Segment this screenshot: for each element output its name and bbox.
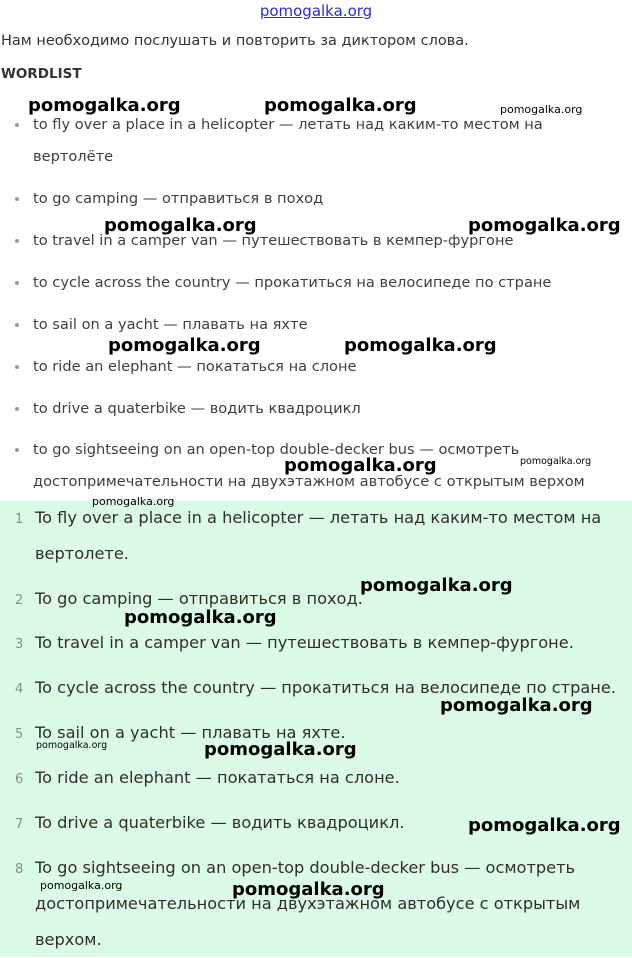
bullet-dot-icon <box>15 365 19 369</box>
watermark: pomogalka.org <box>232 879 385 900</box>
answer-text: To drive a quaterbike — водить квадроцикл. <box>35 813 405 832</box>
watermark: pomogalka.org <box>204 739 357 760</box>
watermark: pomogalka.org <box>124 607 277 628</box>
watermark: pomogalka.org <box>28 95 181 116</box>
bullet-dot-icon <box>15 407 19 411</box>
answer-text: To sail on a yacht — плавать на яхте. <box>35 723 346 742</box>
bullet-dot-icon <box>15 323 19 327</box>
answer-item <box>0 625 632 661</box>
answer-text: To go camping — отправиться в поход. <box>35 589 363 608</box>
answer-item <box>0 581 632 617</box>
watermark: pomogalka.org <box>468 815 621 836</box>
answer-text: To go sightseeing on an open-top double-decker bus — осмотреть достопримечательности на двухэтажном автобусе с открытым верхом. <box>35 858 581 949</box>
answer-number: 8 <box>15 862 24 877</box>
wordlist-item <box>0 183 615 215</box>
wordlist-item-text: to go sightseeing on an open-top double-decker bus — осмотреть достопримечательности на двухэтажном автобусе с открытым верхом <box>33 441 585 490</box>
answer-item <box>0 850 632 958</box>
answer-text: To fly over a place in a helicopter — летать над каким-то местом на вертолете. <box>35 508 602 563</box>
wordlist-item-text: to go camping — отправиться в поход <box>33 190 324 207</box>
answer-number: 3 <box>15 637 24 652</box>
watermark: pomogalka.org <box>284 455 437 476</box>
answer-number: 7 <box>15 817 24 832</box>
wordlist-heading: WORDLIST <box>1 66 82 82</box>
bullet-dot-icon <box>15 239 19 243</box>
answer-item <box>0 760 632 796</box>
watermark: pomogalka.org <box>40 879 123 892</box>
instruction-text: Нам необходимо послушать и повторить за диктором слова. <box>1 33 469 49</box>
wordlist-item <box>0 109 615 173</box>
watermark: pomogalka.org <box>104 215 257 236</box>
wordlist-item-text: to fly over a place in a helicopter — летать над каким-то местом на вертолёте <box>33 116 543 165</box>
wordlist-item <box>0 393 615 425</box>
wordlist-item-text: to ride an elephant — покататься на слоне <box>33 358 357 375</box>
answer-number: 2 <box>15 593 24 608</box>
answer-text: To cycle across the country — прокатиться на велосипеде по стране. <box>35 678 616 697</box>
watermark: pomogalka.org <box>264 95 417 116</box>
wordlist-item-text: to sail on a yacht — плавать на яхте <box>33 316 308 333</box>
watermark: pomogalka.org <box>440 695 593 716</box>
watermark: pomogalka.org <box>500 103 583 116</box>
watermark: pomogalka.org <box>520 456 592 467</box>
wordlist-item-text: to cycle across the country — прокатиться на велосипеде по стране <box>33 274 552 291</box>
watermark: pomogalka.org <box>360 575 513 596</box>
watermark: pomogalka.org <box>108 335 261 356</box>
wordlist-item-text: to travel in a camper van — путешествовать в кемпер-фургоне <box>33 232 514 249</box>
answer-number: 5 <box>15 727 24 742</box>
wordlist-item <box>0 351 615 383</box>
bullet-dot-icon <box>15 281 19 285</box>
bullet-dot-icon <box>15 123 19 127</box>
watermark: pomogalka.org <box>468 215 621 236</box>
site-header-link[interactable]: pomogalka.org <box>259 2 373 20</box>
watermark: pomogalka.org <box>344 335 497 356</box>
answer-number: 6 <box>15 772 24 787</box>
answer-item <box>0 500 632 572</box>
answer-text: To travel in a camper van — путешествовать в кемпер-фургоне. <box>35 633 574 652</box>
answer-number: 1 <box>15 512 24 527</box>
bullet-dot-icon <box>15 197 19 201</box>
watermark: pomogalka.org <box>92 495 175 508</box>
answer-number: 4 <box>15 682 24 697</box>
wordlist-item <box>0 309 615 341</box>
watermark: pomogalka.org <box>36 740 108 751</box>
answer-text: To ride an elephant — покататься на слоне. <box>35 768 400 787</box>
wordlist-item-text: to drive a quaterbike — водить квадроцикл <box>33 400 361 417</box>
bullet-dot-icon <box>15 448 19 452</box>
wordlist-item <box>0 267 615 299</box>
